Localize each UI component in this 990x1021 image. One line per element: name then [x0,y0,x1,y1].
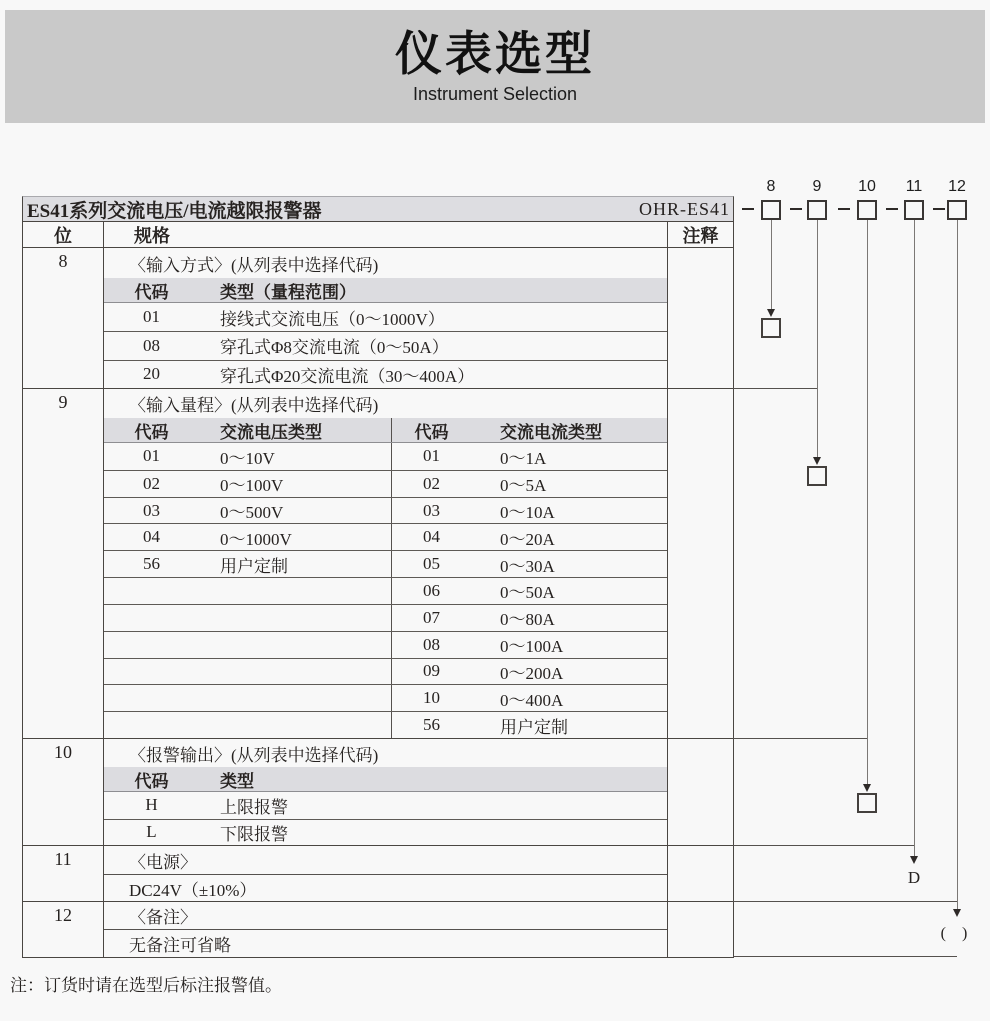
note-cell [667,389,733,738]
section-8 [23,248,733,389]
table-row [104,577,667,604]
rows [104,792,667,845]
section-title: 〈备注〉 [104,902,667,930]
remark-parens: ( ) [940,925,974,942]
code-cell: 56 [391,712,471,738]
type-cell [199,632,391,658]
arrow-down-icon [813,457,821,465]
subheader-label: 类型（量程范围） [220,282,356,302]
note-cell [667,739,733,845]
type-cell: 0～1A [500,448,547,468]
code-cell: 20 [143,364,160,384]
code-cell: 03 [143,500,160,520]
dash-separator [742,208,754,210]
table-row [104,303,667,331]
subheader-label: 代码 [134,282,169,302]
spec-cell [104,902,667,957]
table-row [104,658,667,685]
type-cell: 0～80A [500,610,555,630]
code-cell: 05 [391,551,471,577]
subheader-label: 交流电压类型 [220,422,322,442]
connector-line [817,220,818,457]
column-header-position: 位 [23,222,104,248]
section-10 [23,739,733,846]
arrow-down-icon [863,784,871,792]
model-prefix: OHR-ES41 [638,198,730,219]
position-number: 11 [905,178,923,195]
code-cell [104,685,199,711]
type-cell: 下限报警 [220,824,288,844]
dash-separator [790,208,802,210]
table-row [104,604,667,631]
code-cell: L [146,822,157,842]
position-cell: 10 [23,739,104,845]
row-extension-line [733,845,914,846]
column-header-spec: 规格 [134,226,170,246]
connector-line [914,220,915,856]
code-cell [104,605,199,631]
section-title: 〈报警输出〉(从列表中选择代码) [129,745,379,765]
table-row [104,875,667,901]
subheader-label: 类型 [220,771,254,791]
type-cell: 0～30A [500,556,555,576]
note-cell [667,902,733,957]
type-cell [199,712,391,738]
position-number: 10 [858,178,876,195]
connector-line [957,220,958,909]
fixed-power-code: D [907,868,921,887]
code-cell: 04 [143,527,160,547]
table-row [104,360,667,388]
rows [104,875,667,901]
row-extension-line [733,956,957,957]
row-extension-line [733,388,817,389]
section-title: 〈输入方式〉(从列表中选择代码) [129,255,379,275]
value-cell: DC24V（±10%） [129,880,257,900]
type-cell: 0～10V [220,448,275,468]
section-12 [23,902,733,957]
type-cell: 0～500V [220,503,284,523]
table-row [104,684,667,711]
dash-separator [886,208,898,210]
model-code-box [904,200,924,220]
arrow-down-icon [910,856,918,864]
rows [104,443,667,738]
code-square [857,793,877,813]
table-row [104,631,667,658]
table-row [104,930,667,957]
spec-cell [104,389,667,738]
type-cell: 0～20A [500,529,555,549]
position-cell: 9 [23,389,104,738]
table-row [104,550,667,577]
type-cell: 0～1000V [220,529,292,549]
value-cell: 无备注可省略 [129,936,231,955]
subheader-row [104,418,667,443]
subheader-row [104,767,667,792]
subheader-label: 代码 [391,418,471,442]
page-title: 仪表选型 [395,27,595,80]
type-cell [199,685,391,711]
row-extension-line [733,738,867,739]
columns-header [23,222,733,248]
code-cell [104,659,199,685]
code-cell: 01 [143,307,160,327]
spec-cell [104,846,667,901]
code-cell: 10 [391,685,471,711]
type-cell: 穿孔式Φ20交流电流（30～400A） [220,366,475,386]
type-cell: 上限报警 [220,797,288,817]
column-header-note: 注释 [667,222,733,248]
subheader-row [104,278,667,303]
position-cell: 12 [23,902,104,957]
connector-line [867,220,868,784]
type-cell: 0～100V [220,476,284,496]
type-cell: 接线式交流电压（0～1000V） [220,309,445,329]
type-cell: 0～50A [500,583,555,603]
code-cell: 02 [391,471,471,497]
type-cell: 0～100A [500,637,564,657]
type-cell: 用户定制 [500,717,568,737]
banner [5,10,985,123]
section-11 [23,846,733,902]
table-title-band [23,197,733,222]
section-title: 〈电源〉 [104,846,667,875]
code-cell: 08 [391,632,471,658]
model-code-box [947,200,967,220]
spec-cell [104,248,667,388]
arrow-down-icon [767,309,775,317]
table-row [104,819,667,846]
position-number: 8 [766,178,776,195]
row-extension-line [733,901,957,902]
code-square [761,318,781,338]
code-cell [104,632,199,658]
type-cell [199,578,391,604]
series-title: ES41系列交流电压/电流越限报警器 [27,200,322,222]
type-cell: 穿孔式Φ8交流电流（0～50A） [220,338,449,358]
code-cell: 07 [391,605,471,631]
position-number: 9 [812,178,822,195]
table-row [104,497,667,524]
page-subtitle: Instrument Selection [412,84,578,105]
sections [23,248,733,957]
position-cell: 11 [23,846,104,901]
subheader-label: 代码 [134,422,169,442]
code-cell [104,578,199,604]
position-number: 12 [948,178,966,195]
section-9 [23,389,733,739]
model-code-box [761,200,781,220]
type-cell: 0～200A [500,663,564,683]
selection-table [22,196,734,958]
table-row [104,792,667,819]
table-row [104,443,667,470]
code-cell: 03 [391,498,471,524]
code-cell: 56 [143,554,160,574]
table-row [104,523,667,550]
code-square [807,466,827,486]
footnote: 注：订货时请在选型后标注报警值。 [10,976,282,995]
code-cell: 01 [391,443,471,470]
rows [104,303,667,388]
type-cell: 0～5A [500,476,547,496]
model-code-box [857,200,877,220]
model-code-box [807,200,827,220]
subheader-label: 交流电流类型 [500,422,602,442]
arrow-down-icon [953,909,961,917]
code-cell: H [145,795,158,815]
table-row [104,470,667,497]
code-cell [104,712,199,738]
dash-separator [838,208,850,210]
code-cell: 02 [143,473,160,493]
table-row [104,711,667,738]
code-cell: 09 [391,659,471,685]
table-row [104,331,667,359]
code-cell: 04 [391,524,471,550]
subheader-label: 代码 [134,771,169,791]
type-cell: 0～400A [500,690,564,710]
type-cell: 0～10A [500,503,555,523]
code-cell: 01 [143,446,160,466]
connector-line [771,220,772,309]
type-cell [199,659,391,685]
section-title: 〈输入量程〉(从列表中选择代码) [129,396,379,415]
code-cell: 06 [391,578,471,604]
spec-cell [104,739,667,845]
code-cell: 08 [143,335,160,355]
rows [104,930,667,957]
position-cell: 8 [23,248,104,388]
dash-separator [933,208,945,210]
type-cell [199,605,391,631]
type-cell: 用户定制 [220,556,288,576]
note-cell [667,248,733,388]
note-cell [667,846,733,901]
